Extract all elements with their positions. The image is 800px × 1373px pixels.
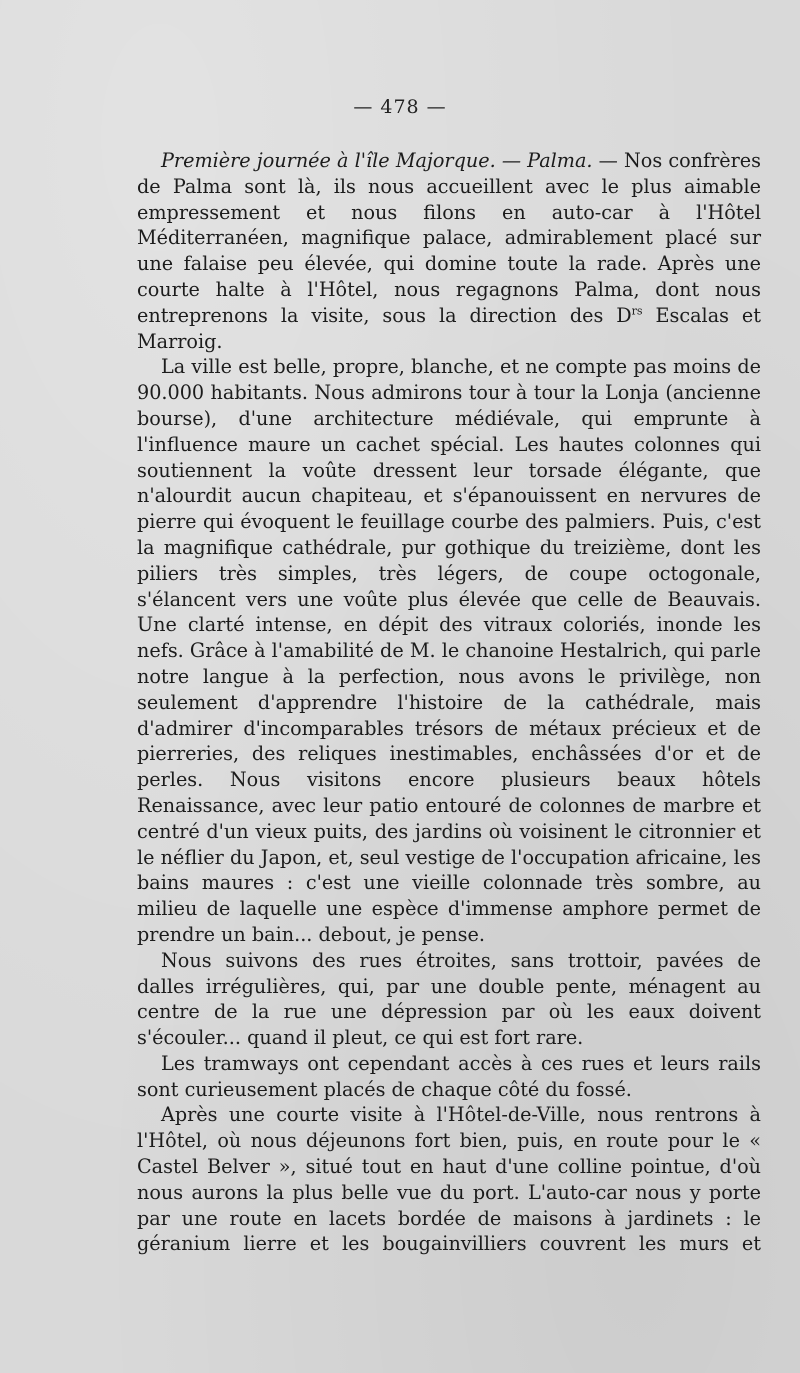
paragraph-2: La ville est belle, propre, blanche, et ne compte pas moins de 90.000 habitants. Nous admirons tour à tour la Lonja (ancienne bourse), d'une architecture médiévale, qui emprunte à l'influence maure un cachet spécial. Les hautes colonnes qui soutiennent la voûte dressent leur torsade élégante, que n'alourdit aucun chapiteau, et s'épanouissent en nervures de pierre qui évoquent le feuillage courbe des palmiers. Puis, c'est la magnifique cathédrale, pur gothique du treizième, dont les piliers très simples, très légers, de coupe octogonale, s'élancent vers une voûte plus élevée que celle de Beauvais. Une clarté intense, en dépit des vitraux coloriés, inonde les nefs. Grâce à l'amabilité de M. le chanoine Hestalrich, qui parle notre langue à la perfection, nous avons le privilège, non seulement d'apprendre l'histoire de la cathédrale, mais d'admirer d'incomparables trésors de métaux précieux et de pierreries, des reliques inestimables, enchâssées d'or et de perles. Nous visitons encore plusieurs beaux hôtels Renaissance, avec leur patio entouré de colonnes de marbre et centré d'un vieux puits, des jardins où voisinent le citronnier et le néflier du Japon, et, seul vestige de l'occupation africaine, les bains maures : c'est une vieille colonnade très sombre, au milieu de laquelle une espèce d'immense amphore permet de prendre un bain... debout, je pense. xyxy=(137,355,761,946)
paragraph-1 xyxy=(137,148,761,354)
paragraph-5: Après une courte visite à l'Hôtel-de-Ville, nous rentrons à l'Hôtel, où nous déjeunons fort bien, puis, en route pour le « Castel Belver », situé tout en haut d'une colline pointue, d'où nous aurons la plus belle vue du port. L'auto-car nous y porte par une route en lacets bordée de maisons à jardinets : le géranium lierre et les bougainvilliers couvrent les murs et xyxy=(137,1103,761,1256)
superscript: rs xyxy=(631,304,643,318)
section-heading-italic: Première journée à l'île Majorque. — Palma. xyxy=(161,149,593,172)
paragraph-text-cont: Escalas et Marroig. xyxy=(137,303,761,353)
body-text xyxy=(137,148,761,1257)
page-number: — 478 — xyxy=(353,96,447,118)
paragraph-4: Les tramways ont cependant accès à ces rues et leurs rails sont curieusement placés de chaque côté du fossé. xyxy=(137,1051,761,1101)
paragraph-text: — Nos confrères de Palma sont là, ils nous accueillent avec le plus aimable empressement et nous filons en auto-car à l'Hôtel Méditerranéen, magnifique palace, admirablement placé sur une falaise peu élevée, qui domine toute la rade. Après une courte halte à l'Hôtel, nous regagnons Palma, dont nous entreprenons la visite, sous la direction des D xyxy=(137,149,761,327)
paragraph-3: Nous suivons des rues étroites, sans trottoir, pavées de dalles irrégulières, qui, par une double pente, ménagent au centre de la rue une dépression par où les eaux doivent s'écouler... quand il pleut, ce qui est fort rare. xyxy=(137,948,761,1050)
